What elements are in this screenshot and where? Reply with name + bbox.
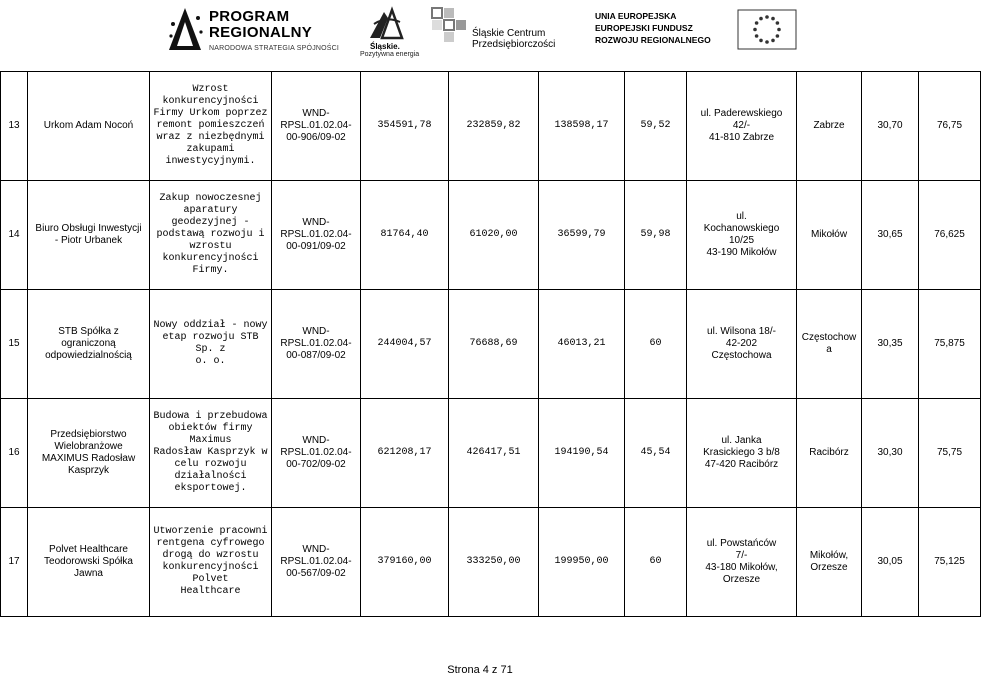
row-number: 15	[1, 290, 28, 399]
location: Mikołów, Orzesze	[797, 508, 862, 617]
beneficiary-name: Urkom Adam Nocoń	[28, 72, 150, 181]
table-row	[1, 72, 981, 181]
slaskie-centrum-line1: Śląskie Centrum	[472, 28, 546, 39]
table-body	[1, 72, 981, 617]
header-logos	[0, 0, 960, 62]
project-title: Nowy oddział - nowy etap rozwoju STB Sp. z o. o.	[150, 290, 272, 399]
address: ul. Paderewskiego 42/- 41-810 Zabrze	[687, 72, 797, 181]
grant-percent: 60	[625, 290, 687, 399]
eligible-costs: 76688,69	[449, 290, 539, 399]
beneficiary-name: Polvet Healthcare Teodorowski Spółka Jawna	[28, 508, 150, 617]
score-1: 30,35	[862, 290, 919, 399]
slaskie-centrum-emblem-icon	[430, 6, 468, 44]
beneficiary-name: STB Spółka z ograniczoną odpowiedzialnością	[28, 290, 150, 399]
score-1: 30,65	[862, 181, 919, 290]
grant-amount: 194190,54	[539, 399, 625, 508]
project-title: Wzrost konkurencyjności Firmy Urkom poprzez remont pomieszczeń wraz z niezbędnymi zakupami inwestycyjnymi.	[150, 72, 272, 181]
project-title: Budowa i przebudowa obiektów firmy Maximus Radosław Kasprzyk w celu rozwoju działalności eksportowej.	[150, 399, 272, 508]
address: ul. Janka Krasickiego 3 b/8 47-420 Racibórz	[687, 399, 797, 508]
table-row	[1, 399, 981, 508]
program-regionalny-emblem-icon	[165, 6, 205, 54]
contract-number: WND- RPSL.01.02.04- 00-091/09-02	[272, 181, 361, 290]
grant-percent: 59,98	[625, 181, 687, 290]
page-number: Strona 4 z 71	[447, 664, 513, 676]
eligible-costs: 61020,00	[449, 181, 539, 290]
location: Zabrze	[797, 72, 862, 181]
grant-amount: 36599,79	[539, 181, 625, 290]
unia-line1: UNIA EUROPEJSKA	[595, 11, 677, 21]
contract-number: WND- RPSL.01.02.04- 00-906/09-02	[272, 72, 361, 181]
total-value: 244004,57	[361, 290, 449, 399]
row-number: 13	[1, 72, 28, 181]
beneficiary-name: Przedsiębiorstwo Wielobranżowe MAXIMUS Radosław Kasprzyk	[28, 399, 150, 508]
program-regionalny-logo	[165, 6, 355, 58]
table-row	[1, 290, 981, 399]
score-1: 30,70	[862, 72, 919, 181]
unia-line3: ROZWOJU REGIONALNEGO	[595, 35, 711, 45]
total-value: 354591,78	[361, 72, 449, 181]
beneficiaries-table	[0, 71, 981, 617]
table-row	[1, 508, 981, 617]
program-regionalny-line3: NARODOWA STRATEGIA SPÓJNOŚCI	[209, 45, 340, 52]
location: Racibórz	[797, 399, 862, 508]
location: Częstochow a	[797, 290, 862, 399]
row-number: 16	[1, 399, 28, 508]
grant-percent: 59,52	[625, 72, 687, 181]
row-number: 14	[1, 181, 28, 290]
grant-amount: 46013,21	[539, 290, 625, 399]
eligible-costs: 426417,51	[449, 399, 539, 508]
contract-number: WND- RPSL.01.02.04- 00-567/09-02	[272, 508, 361, 617]
slaskie-line1: Śląskie.	[370, 42, 400, 51]
score-2: 75,75	[919, 399, 981, 508]
contract-number: WND- RPSL.01.02.04- 00-702/09-02	[272, 399, 361, 508]
grant-percent: 45,54	[625, 399, 687, 508]
total-value: 81764,40	[361, 181, 449, 290]
beneficiary-name: Biuro Obsługi Inwestycji - Piotr Urbanek	[28, 181, 150, 290]
score-2: 75,125	[919, 508, 981, 617]
score-2: 76,75	[919, 72, 981, 181]
score-1: 30,05	[862, 508, 919, 617]
grant-amount: 138598,17	[539, 72, 625, 181]
slaskie-logo	[360, 4, 420, 60]
location: Mikołów	[797, 181, 862, 290]
slaskie-line2: Pozytywna energia	[360, 51, 420, 58]
row-number: 17	[1, 508, 28, 617]
total-value: 379160,00	[361, 508, 449, 617]
project-title: Utworzenie pracowni rentgena cyfrowego drogą do wzrostu konkurencyjności Polvet Healthcare	[150, 508, 272, 617]
grant-amount: 199950,00	[539, 508, 625, 617]
address: ul. Wilsona 18/- 42-202 Częstochowa	[687, 290, 797, 399]
grant-percent: 60	[625, 508, 687, 617]
total-value: 621208,17	[361, 399, 449, 508]
slaskie-centrum-logo	[430, 6, 590, 56]
unia-line2: EUROPEJSKI FUNDUSZ	[595, 23, 693, 33]
program-regionalny-line2: REGIONALNY	[209, 24, 313, 41]
eu-flag-icon	[738, 10, 796, 49]
score-1: 30,30	[862, 399, 919, 508]
slaskie-centrum-line2: Przedsiębiorczości	[472, 39, 556, 50]
score-2: 76,625	[919, 181, 981, 290]
unia-europejska-logo	[595, 8, 800, 54]
project-title: Zakup nowoczesnej aparatury geodezyjnej - podstawą rozwoju i wzrostu konkurencyjności Firmy.	[150, 181, 272, 290]
address: ul. Powstańców 7/- 43-180 Mikołów, Orzesze	[687, 508, 797, 617]
score-2: 75,875	[919, 290, 981, 399]
program-regionalny-line1: PROGRAM	[209, 8, 290, 25]
eligible-costs: 333250,00	[449, 508, 539, 617]
slaskie-emblem-icon	[366, 4, 406, 42]
eligible-costs: 232859,82	[449, 72, 539, 181]
contract-number: WND- RPSL.01.02.04- 00-087/09-02	[272, 290, 361, 399]
table-row	[1, 181, 981, 290]
address: ul. Kochanowskiego 10/25 43-190 Mikołów	[687, 181, 797, 290]
